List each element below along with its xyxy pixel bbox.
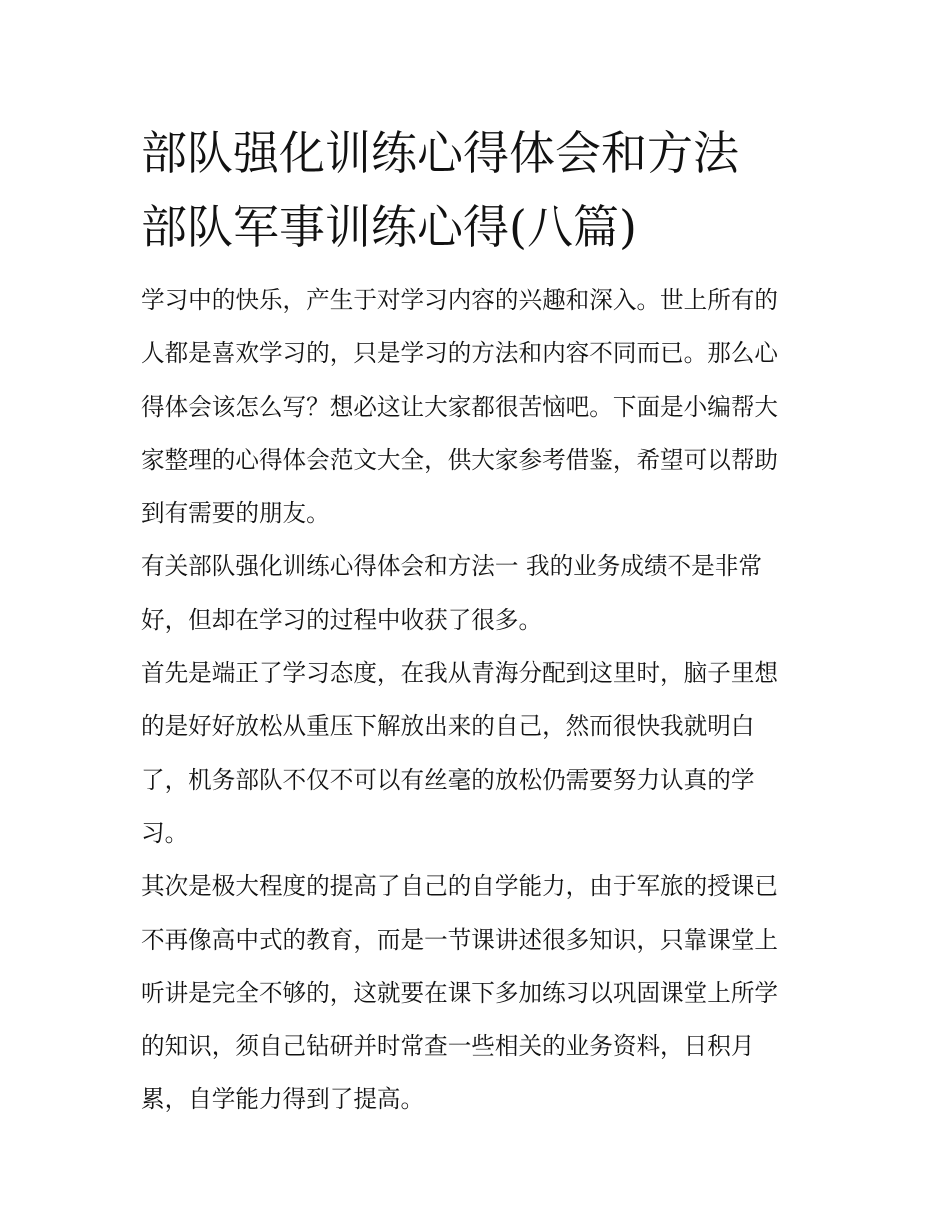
title-line-2: 部队军事训练心得(八篇)	[141, 200, 637, 254]
document-body	[141, 282, 813, 1135]
paragraph-second-point	[141, 868, 813, 1134]
text-line: 了，机务部队不仅不可以有丝毫的放松仍需要努力认真的学	[141, 765, 755, 794]
text-line: 首先是端正了学习态度，在我从青海分配到这里时，脑子里想	[141, 659, 779, 688]
text-line: 有关部队强化训练心得体会和方法一 我的业务成绩不是非常	[141, 552, 762, 581]
document-title	[141, 116, 821, 264]
paragraph-intro	[141, 282, 813, 548]
title-line-1: 部队强化训练心得体会和方法	[141, 126, 739, 180]
text-line: 不再像高中式的教育，而是一节课讲述很多知识，只靠课堂上	[141, 925, 779, 954]
text-line: 听讲是完全不够的，这就要在课下多加练习以巩固课堂上所学	[141, 978, 779, 1007]
text-line: 学习中的快乐，产生于对学习内容的兴趣和深入。世上所有的	[141, 286, 779, 314]
text-line: 家整理的心得体会范文大全，供大家参考借鉴，希望可以帮助	[141, 445, 779, 474]
paragraph-section-one	[141, 548, 813, 655]
text-line: 到有需要的朋友。	[141, 499, 330, 528]
text-line: 其次是极大程度的提高了自己的自学能力，由于军旅的授课已	[141, 872, 779, 901]
text-line: 习。	[141, 818, 189, 847]
text-line: 人都是喜欢学习的，只是学习的方法和内容不同而已。那么心	[141, 339, 779, 368]
text-line: 累，自学能力得到了提高。	[141, 1085, 425, 1114]
text-line: 的知识，须自己钻研并时常查一些相关的业务资料，日积月	[141, 1032, 755, 1061]
text-line: 得体会该怎么写？想必这让大家都很苦恼吧。下面是小编帮大	[141, 392, 779, 421]
text-line: 的是好好放松从重压下解放出来的自己，然而很快我就明白	[141, 712, 755, 741]
text-line: 好，但却在学习的过程中收获了很多。	[141, 605, 543, 634]
paragraph-first-point	[141, 655, 813, 868]
